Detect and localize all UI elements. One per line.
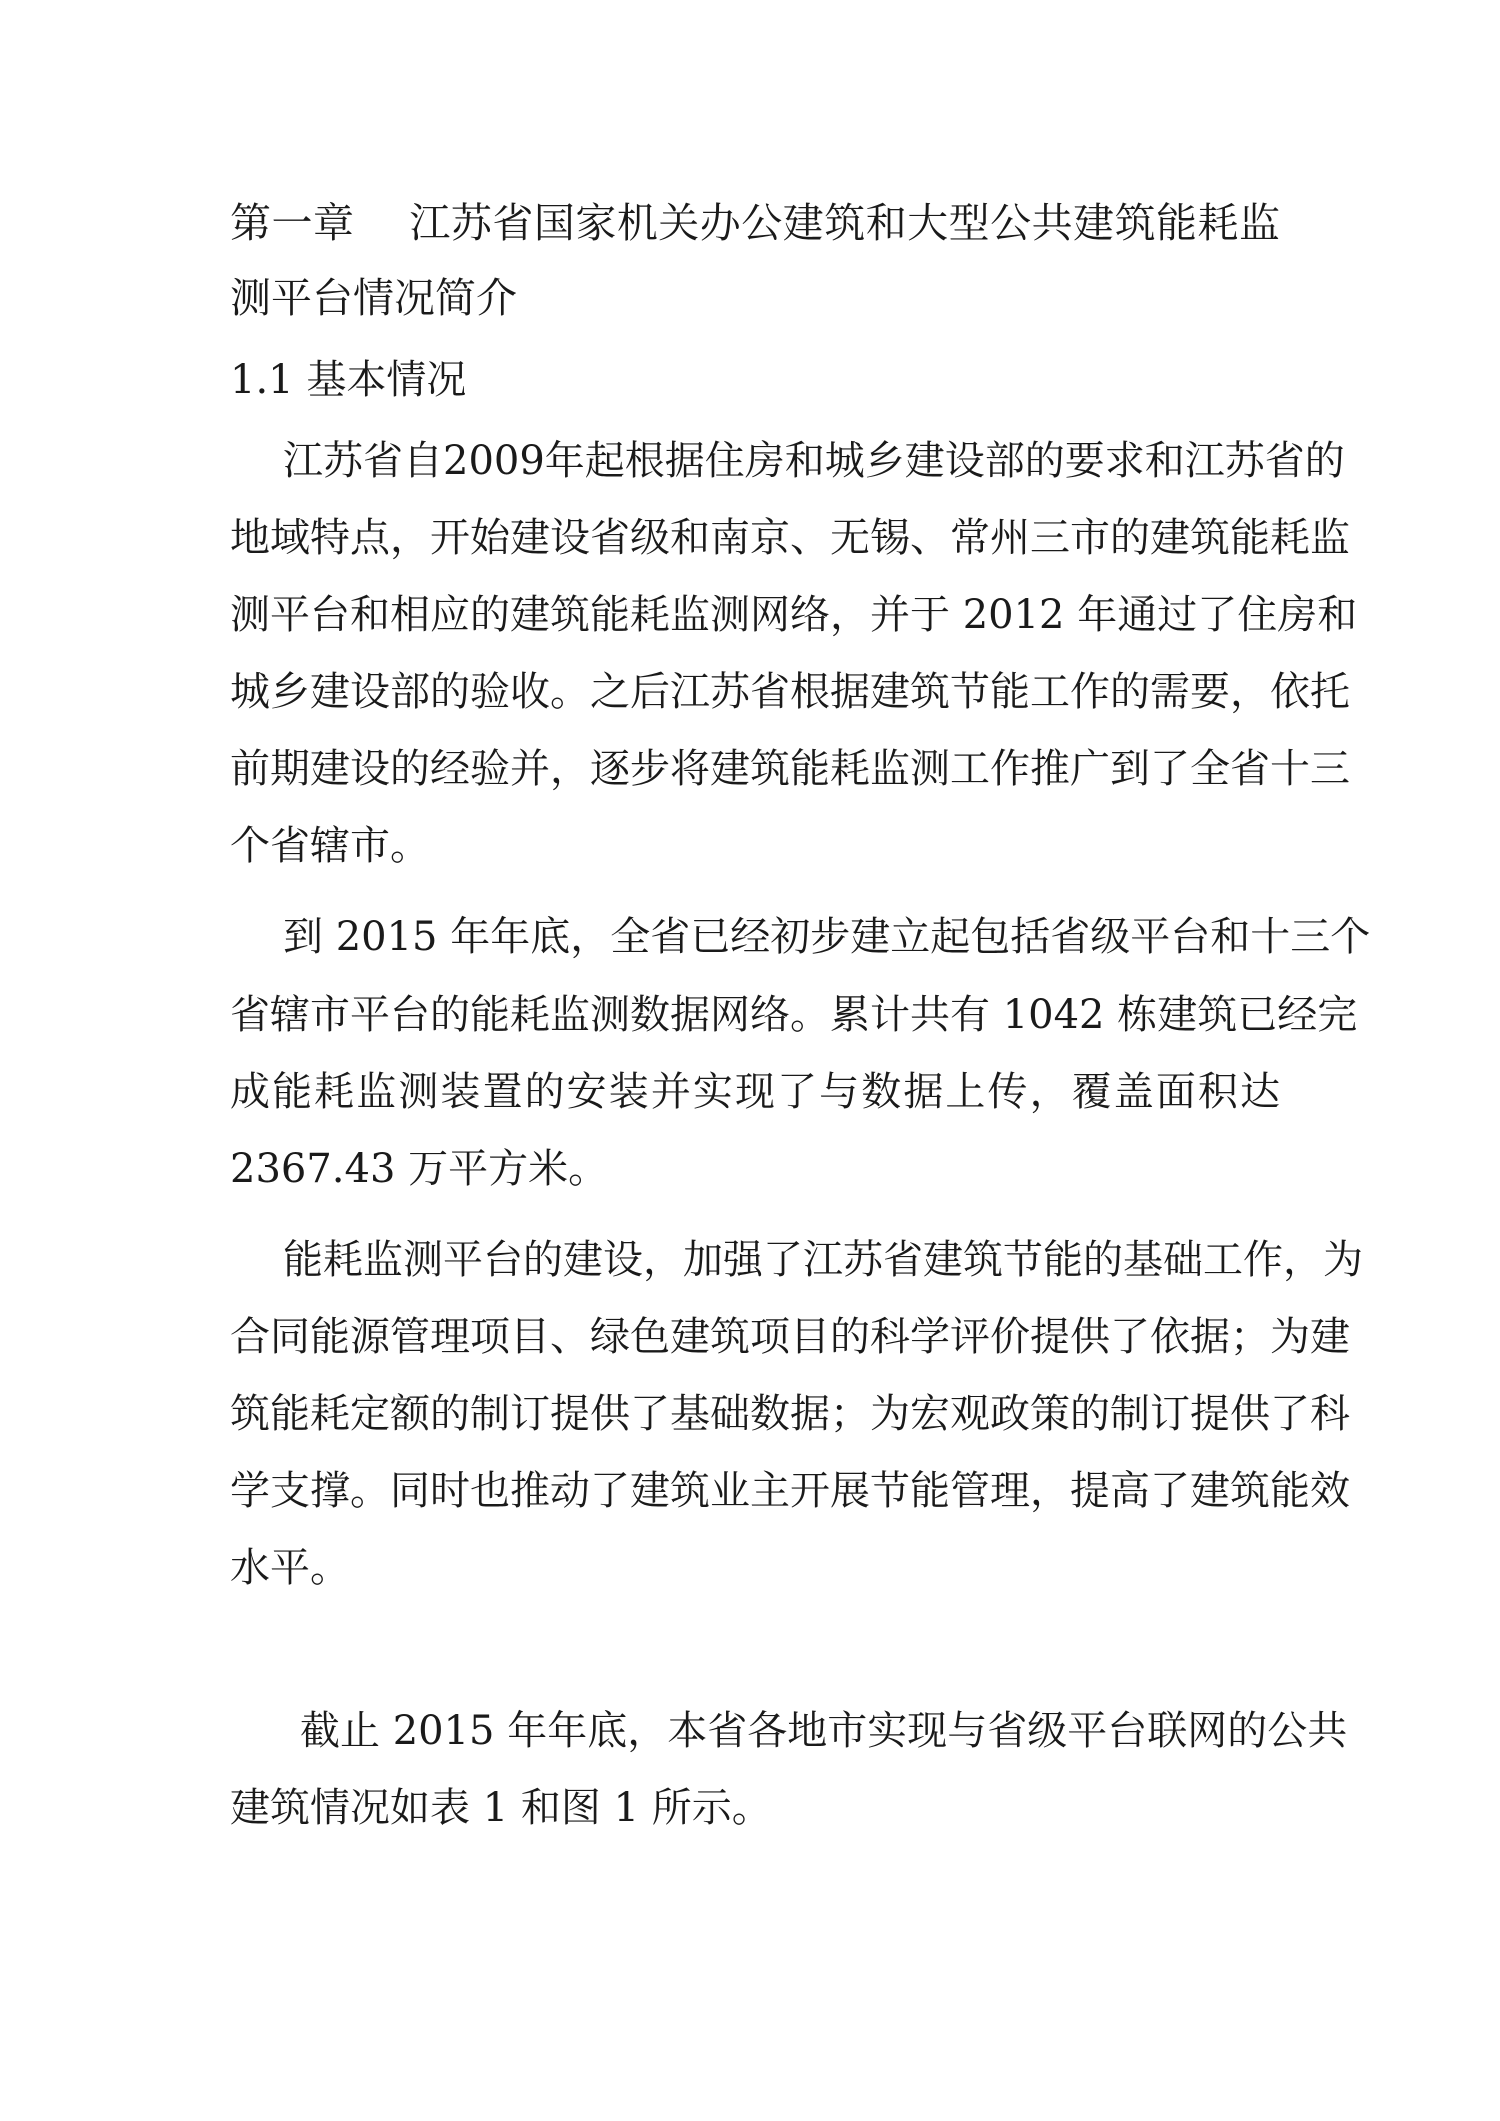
paragraph-4-line-1: 截止 2015 年年底，本省各地市实现与省级平台联网的公共 <box>300 1708 1348 1754</box>
paragraph-1-line-6: 个省辖市。 <box>230 823 430 869</box>
paragraph-2-line-2: 省辖市平台的能耗监测数据网络。累计共有 1042 栋建筑已经完 <box>230 992 1358 1038</box>
paragraph-2-line-3: 成能耗监测装置的安装并实现了与数据上传，覆盖面积达 <box>230 1069 1280 1115</box>
paragraph-1-line-5: 前期建设的经验并，逐步将建筑能耗监测工作推广到了全省十三 <box>230 746 1350 792</box>
paragraph-3-line-4: 学支撑。同时也推动了建筑业主开展节能管理，提高了建筑能效 <box>230 1468 1350 1514</box>
paragraph-2-line-4: 2367.43 万平方米。 <box>230 1146 609 1192</box>
paragraph-3-line-5: 水平。 <box>230 1545 350 1591</box>
paragraph-2-line-1: 到 2015 年年底，全省已经初步建立起包括省级平台和十三个 <box>283 914 1371 960</box>
paragraph-1-line-2: 地域特点，开始建设省级和南京、无锡、常州三市的建筑能耗监 <box>230 515 1350 561</box>
paragraph-3-line-2: 合同能源管理项目、绿色建筑项目的科学评价提供了依据；为建 <box>230 1314 1350 1360</box>
paragraph-1-line-3: 测平台和相应的建筑能耗监测网络，并于 2012 年通过了住房和 <box>230 592 1358 638</box>
paragraph-4-line-2: 建筑情况如表 1 和图 1 所示。 <box>230 1785 772 1831</box>
chapter-title-line-1: 第一章 江苏省国家机关办公建筑和大型公共建筑能耗监 <box>230 199 1280 247</box>
paragraph-3-line-1: 能耗监测平台的建设，加强了江苏省建筑节能的基础工作，为 <box>283 1237 1363 1283</box>
paragraph-1-line-1: 江苏省自2009年起根据住房和城乡建设部的要求和江苏省的 <box>283 438 1345 484</box>
paragraph-3-line-3: 筑能耗定额的制订提供了基础数据；为宏观政策的制订提供了科 <box>230 1391 1350 1437</box>
paragraph-1-line-4: 城乡建设部的验收。之后江苏省根据建筑节能工作的需要，依托 <box>230 669 1350 715</box>
chapter-title-line-2: 测平台情况简介 <box>230 274 517 322</box>
section-heading: 1.1 基本情况 <box>230 357 467 403</box>
